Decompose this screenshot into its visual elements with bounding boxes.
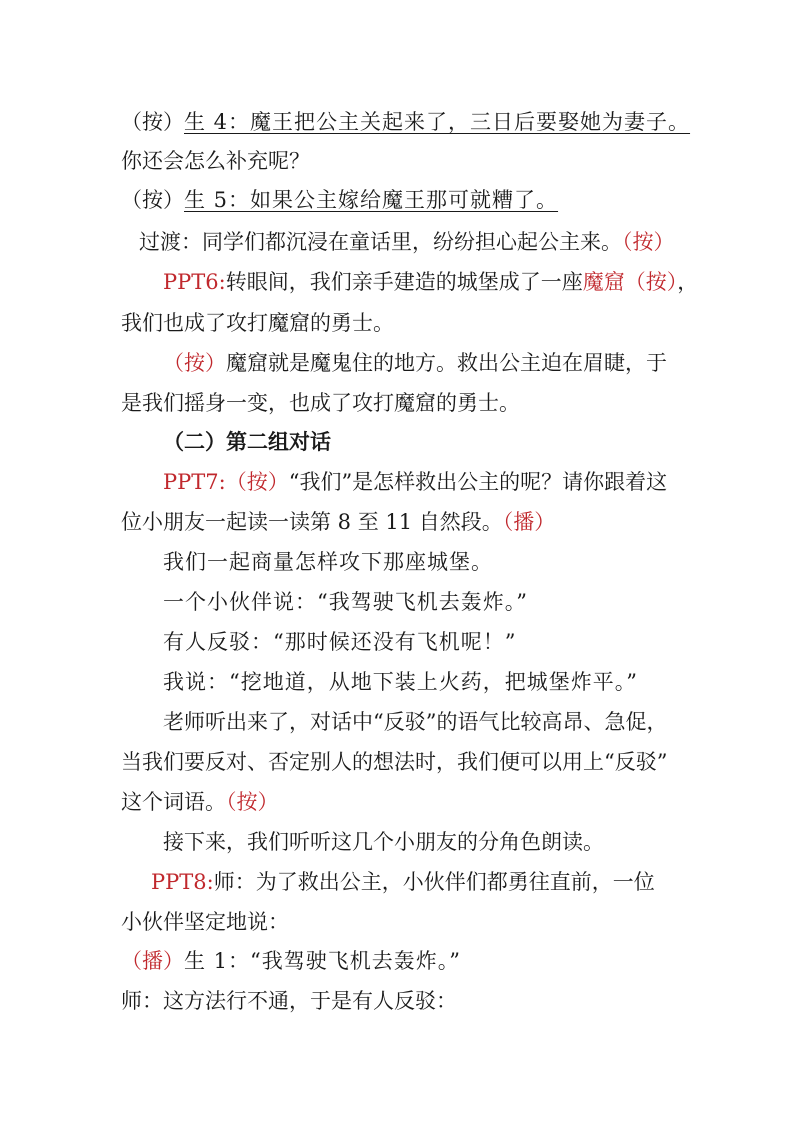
cue-marker: （按） [622, 230, 675, 254]
text-line: 这个词语。（按） [121, 790, 279, 814]
cue-marker: （播） [121, 949, 184, 973]
slide-label: PPT6: [163, 270, 226, 294]
slide-label: PPT7:（按） [163, 470, 289, 494]
text-line: PPT7:（按）“我们”是怎样救出公主的呢？请你跟着这 [163, 470, 668, 494]
text-line: 过渡：同学们都沉浸在童话里，纷纷担心起公主来。（按） [139, 230, 675, 254]
text-line: 是我们摇身一变，也成了攻打魔窟的勇士。 [121, 391, 520, 415]
underlined-answer: 生 5：如果公主嫁给魔王那可就糟了。 [184, 188, 559, 212]
text-line: 位小朋友一起读一读第 8 至 11 自然段。（播） [121, 510, 556, 534]
slide-label: PPT8: [151, 870, 214, 894]
quote-line: 我说：“挖地道，从地下装上火药，把城堡炸平。” [163, 670, 638, 694]
text-line: 当我们要反对、否定别人的想法时，我们便可以用上“反驳” [121, 750, 668, 774]
quote-line: 有人反驳：“那时候还没有飞机呢！” [163, 630, 517, 654]
text-line: （按）生 4：魔王把公主关起来了，三日后要娶她为妻子。 [121, 110, 691, 134]
text-line: 师：这方法行不通，于是有人反驳： [121, 989, 457, 1013]
text-line: 你还会怎么补充呢？ [121, 149, 310, 173]
text-line: PPT8:师：为了救出公主，小伙伴们都勇往直前，一位 [151, 870, 655, 894]
text-line: （播）生 1：“我驾驶飞机去轰炸。” [121, 949, 462, 973]
cue-marker: （播） [502, 510, 556, 534]
text-line: 我们也成了攻打魔窟的勇士。 [121, 311, 394, 335]
text-line: 接下来，我们听听这几个小朋友的分角色朗读。 [163, 830, 604, 854]
cue-marker: （按） [226, 790, 279, 814]
cue-marker: （按） [163, 351, 226, 375]
text-line: （按）生 5：如果公主嫁给魔王那可就糟了。 [121, 188, 559, 212]
text-line: PPT6:转眼间，我们亲手建造的城堡成了一座魔窟（按）， [163, 270, 699, 294]
text-line: （按）魔窟就是魔鬼住的地方。救出公主迫在眉睫，于 [163, 351, 667, 375]
section-heading: （二）第二组对话 [163, 429, 331, 454]
quote-line: 我们一起商量怎样攻下那座城堡。 [163, 550, 493, 574]
underlined-answer: 生 4：魔王把公主关起来了，三日后要娶她为妻子。 [184, 110, 691, 134]
quote-line: 一个小伙伴说：“我驾驶飞机去轰炸。” [163, 590, 528, 614]
text-line: 老师听出来了，对话中“反驳”的语气比较高昂、急促， [163, 710, 668, 734]
cue-marker: 魔窟（按） [582, 270, 678, 294]
text-line: 小伙伴坚定地说： [121, 910, 289, 934]
